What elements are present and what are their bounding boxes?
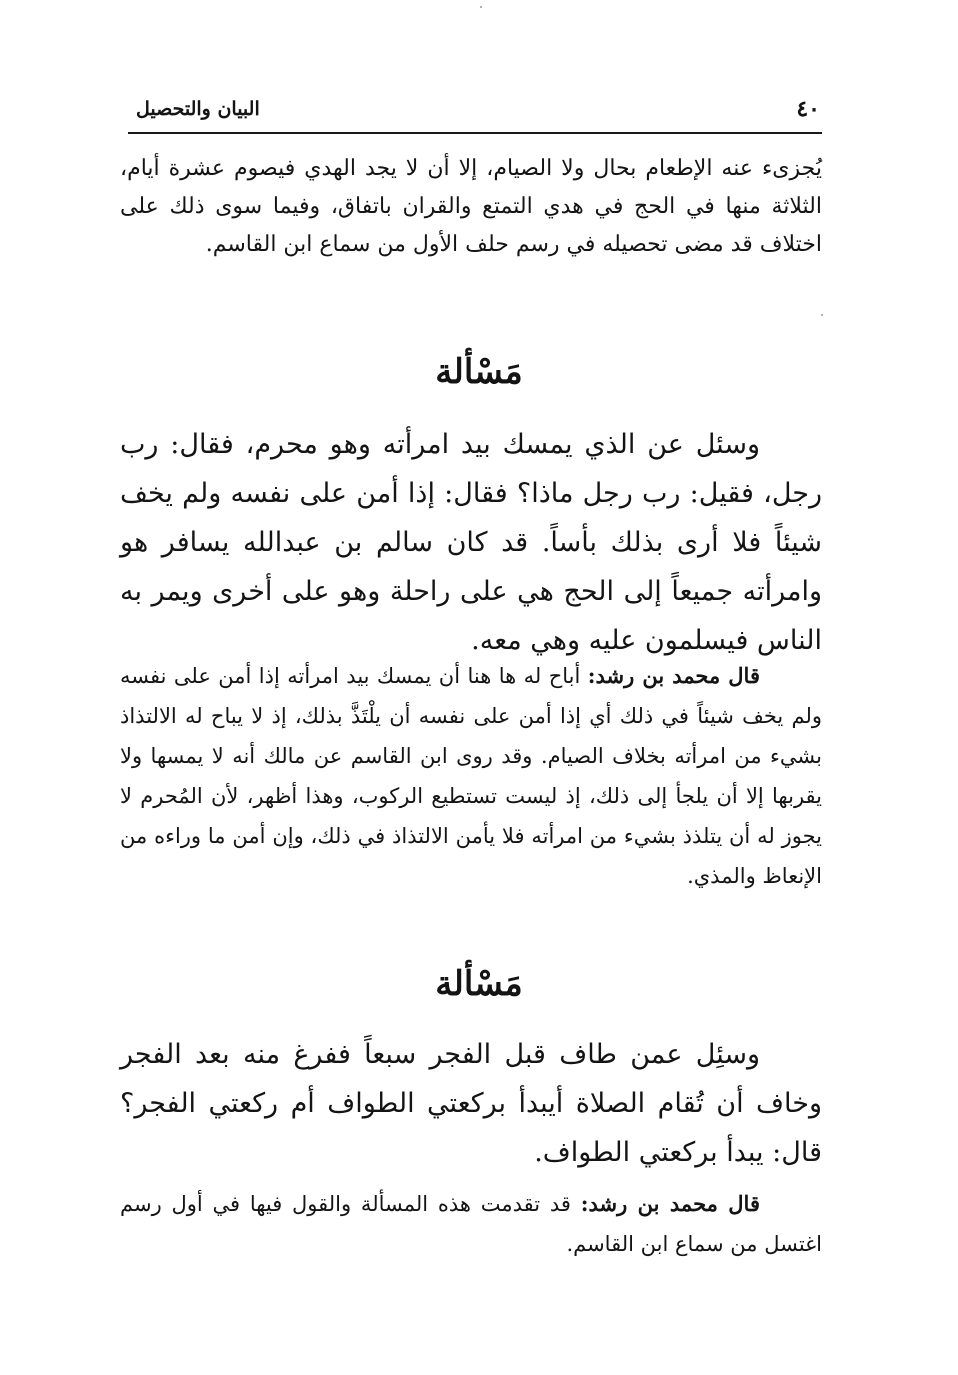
question-paragraph-1: وسئل عن الذي يمسك بيد امرأته وهو محرم، فقال: رب رجل، فقيل: رب رجل ماذا؟ فقال: إذا أمن على نفسه ولم يخف شيئاً فلا أرى بذلك بأساً. قد كان سالم بن عبدالله يسافر هو وامرأته جميعاً إلى الحج هي على راحلة وهو على أخرى ويمر به الناس فيسلمون عليه وهي معه. bbox=[120, 429, 822, 656]
running-title: البيان والتحصيل bbox=[136, 98, 260, 120]
page-number: ٤٠ bbox=[796, 96, 820, 122]
scan-speck bbox=[480, 6, 482, 8]
speaker-label: قال محمد بن رشد: bbox=[587, 663, 760, 688]
commentary-paragraph-1 bbox=[120, 656, 822, 896]
scan-speck bbox=[821, 314, 823, 316]
section-heading-1: مَسْألة bbox=[435, 352, 523, 392]
speaker-label: قال محمد بن رشد: bbox=[580, 1191, 760, 1216]
intro-paragraph: يُجزىء عنه الإطعام بحال ولا الصيام، إلا أن لا يجد الهدي فيصوم عشرة أيام، الثلاثة منها في الحج في هدي التمتع والقران باتفاق، وفيما سوى ذلك على اختلاف قد مضى تحصيله في رسم حلف الأول من سماع ابن القاسم. bbox=[120, 156, 822, 257]
commentary-text: أباح له ها هنا أن يمسك بيد امرأته إذا أمن على نفسه ولم يخف شيئاً في ذلك أي إذا أمن على نفسه أن يلْتَذَّ بذلك، إذ لا يباح له الالتذاذ بشيء من امرأته بخلاف الصيام. وقد روى ابن القاسم عن مالك أنه لا يمسها ولا يقربها إلا أن يلجأ إلى ذلك، إذ ليست تستطيع الركوب، وهذا أظهر، لأن المُحرم لا يجوز له أن يتلذذ بشيء من امرأته فلا يأمن الالتذاذ في ذلك، وإن أمن ما وراءه من الإنعاظ والمذي. bbox=[120, 664, 822, 888]
section-heading-2: مَسْألة bbox=[435, 964, 523, 1004]
question-paragraph-2: وسئِل عمن طاف قبل الفجر سبعاً ففرغ منه بعد الفجر وخاف أن تُقام الصلاة أيبدأ بركعتي الطواف أم ركعتي الفجر؟ قال: يبدأ بركعتي الطواف. bbox=[120, 1039, 822, 1168]
commentary-text: قد تقدمت هذه المسألة والقول فيها في أول رسم اغتسل من سماع ابن القاسم. bbox=[120, 1192, 822, 1256]
commentary-paragraph-2 bbox=[120, 1184, 822, 1264]
page-header bbox=[128, 92, 822, 134]
